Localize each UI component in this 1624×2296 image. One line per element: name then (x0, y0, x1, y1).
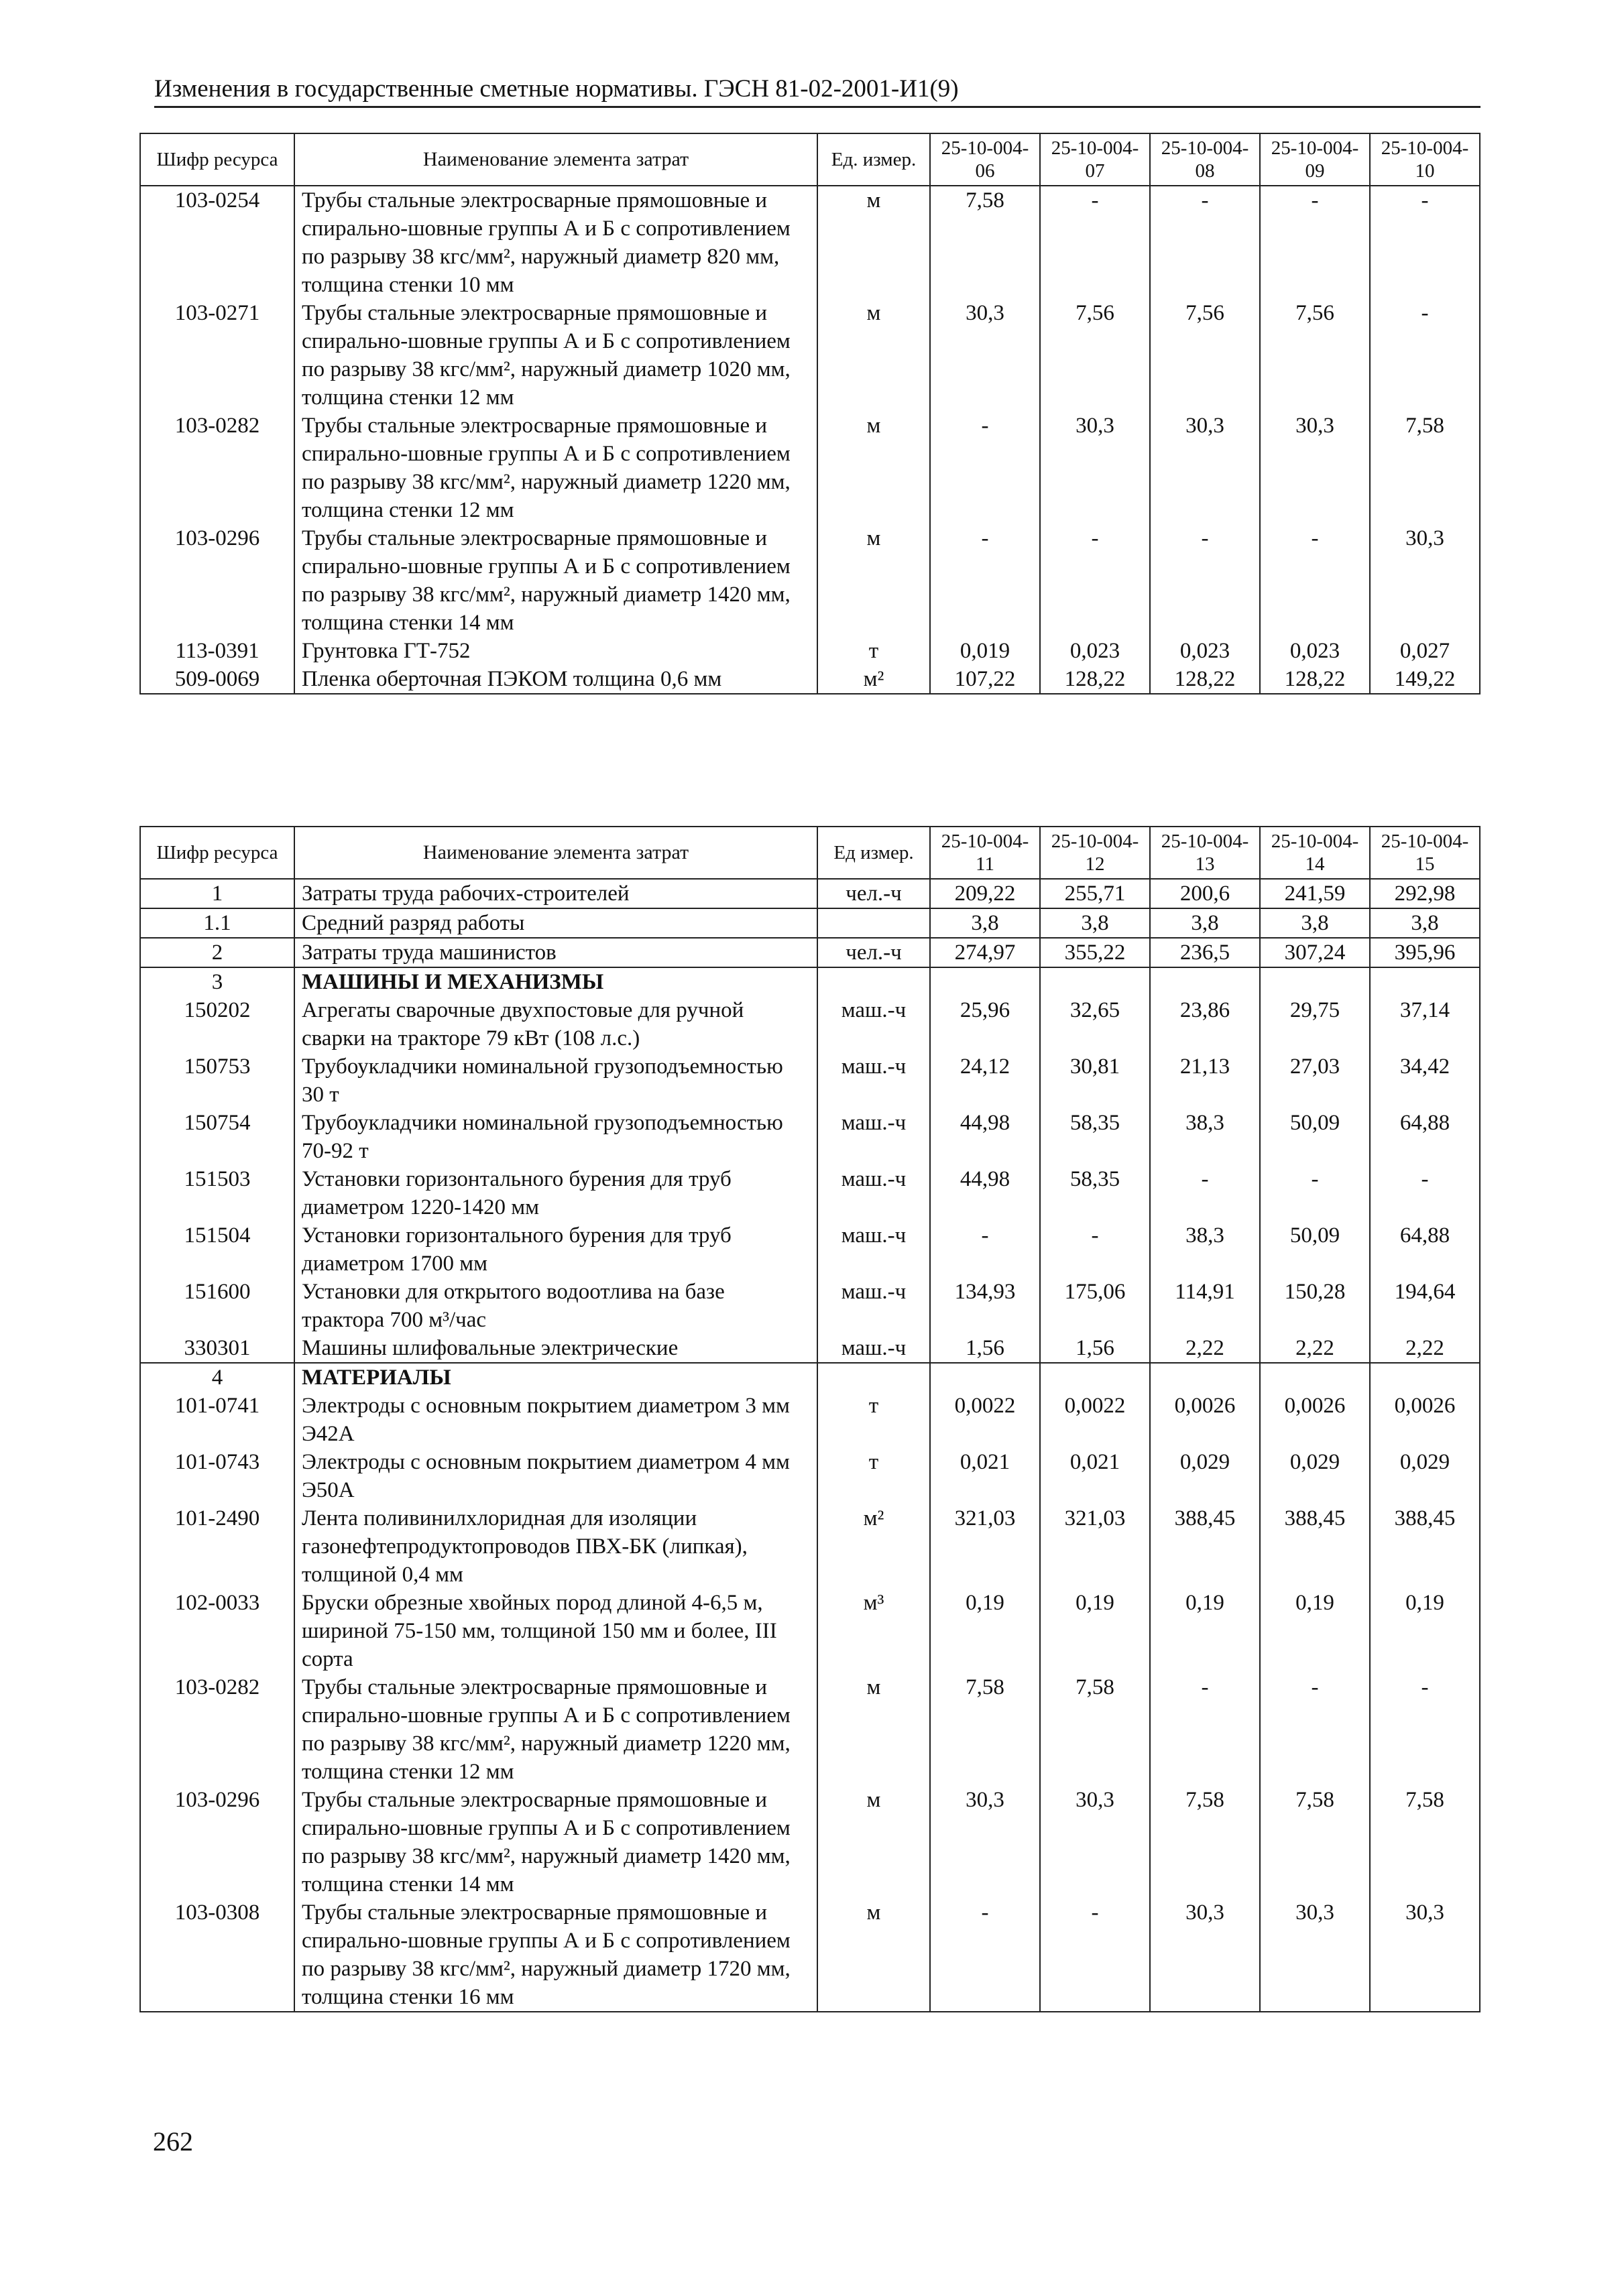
value-cell: 23,86 (1150, 996, 1260, 1052)
code-cell: 101-2490 (140, 1504, 294, 1589)
value-cell: 7,58 (1260, 1786, 1370, 1898)
value-cell: 134,93 (930, 1278, 1040, 1334)
unit-cell: маш.-ч (817, 1334, 930, 1363)
value-cell: 30,3 (1150, 412, 1260, 524)
name-cell: Бруски обрезные хвойных пород длиной 4-6,5 м, шириной 75-150 мм, толщиной 150 мм и более, III сорта (294, 1589, 817, 1673)
resource-table-2 (139, 826, 1481, 2012)
value-cell: 3,8 (1040, 908, 1150, 938)
value-cell: 292,98 (1370, 879, 1480, 908)
name-cell: Трубы стальные электросварные прямошовные и спирально-шовные группы А и Б с сопротивлением по разрыву 38 кгс/мм², наружный диаметр 1420 мм, толщина стенки 14 мм (294, 524, 817, 637)
value-cell: 241,59 (1260, 879, 1370, 908)
value-cell: 3,8 (1370, 908, 1480, 938)
header-col: 25-10-004-11 (930, 827, 1040, 879)
value-cell: 58,35 (1040, 1165, 1150, 1221)
value-cell: 30,3 (1040, 1786, 1150, 1898)
code-cell: 3 (140, 967, 294, 996)
value-cell: 107,22 (930, 665, 1040, 694)
table-row (140, 665, 1480, 694)
header-col: 25-10-004-06 (930, 133, 1040, 186)
value-cell: 0,021 (930, 1448, 1040, 1504)
value-cell (930, 967, 1040, 996)
unit-cell: маш.-ч (817, 1165, 930, 1221)
table-body (140, 186, 1480, 694)
value-cell: 395,96 (1370, 938, 1480, 967)
table-row (140, 1052, 1480, 1109)
value-cell: 44,98 (930, 1165, 1040, 1221)
value-cell: 38,3 (1150, 1221, 1260, 1278)
table-row (140, 1165, 1480, 1221)
unit-cell: м (817, 412, 930, 524)
table-row (140, 996, 1480, 1052)
value-cell: 200,6 (1150, 879, 1260, 908)
value-cell (1370, 967, 1480, 996)
unit-cell: м (817, 1786, 930, 1898)
value-cell: 3,8 (930, 908, 1040, 938)
name-cell: Установки горизонтального бурения для труб диаметром 1700 мм (294, 1221, 817, 1278)
unit-cell: т (817, 1448, 930, 1504)
value-cell: 24,12 (930, 1052, 1040, 1109)
value-cell: 1,56 (930, 1334, 1040, 1363)
table-row (140, 1898, 1480, 2012)
header-col: 25-10-004-08 (1150, 133, 1260, 186)
value-cell: 0,19 (1260, 1589, 1370, 1673)
value-cell: 30,3 (1260, 412, 1370, 524)
header-code: Шифр ресурса (140, 827, 294, 879)
value-cell: 0,0026 (1370, 1392, 1480, 1448)
header-col: 25-10-004-12 (1040, 827, 1150, 879)
header-col: 25-10-004-09 (1260, 133, 1370, 186)
header-code: Шифр ресурса (140, 133, 294, 186)
header-col: 25-10-004-14 (1260, 827, 1370, 879)
value-cell: 128,22 (1260, 665, 1370, 694)
name-cell: Трубы стальные электросварные прямошовные и спирально-шовные группы А и Б с сопротивлением по разрыву 38 кгс/мм², наружный диаметр 1220 мм, толщина стенки 12 мм (294, 412, 817, 524)
value-cell: 355,22 (1040, 938, 1150, 967)
value-cell: - (1150, 1673, 1260, 1786)
value-cell: 0,19 (1040, 1589, 1150, 1673)
value-cell: 175,06 (1040, 1278, 1150, 1334)
value-cell: 388,45 (1150, 1504, 1260, 1589)
name-cell: Трубы стальные электросварные прямошовные и спирально-шовные группы А и Б с сопротивлением по разрыву 38 кгс/мм², наружный диаметр 1220 мм, толщина стенки 12 мм (294, 1673, 817, 1786)
value-cell: 150,28 (1260, 1278, 1370, 1334)
value-cell: 0,029 (1370, 1448, 1480, 1504)
code-cell: 103-0308 (140, 1898, 294, 2012)
table-row (140, 879, 1480, 908)
name-cell: Затраты труда машинистов (294, 938, 817, 967)
name-cell: МАШИНЫ И МЕХАНИЗМЫ (294, 967, 817, 996)
value-cell: 7,56 (1040, 299, 1150, 412)
header-col: 25-10-004-13 (1150, 827, 1260, 879)
code-cell: 113-0391 (140, 637, 294, 665)
value-cell: 388,45 (1370, 1504, 1480, 1589)
value-cell: 114,91 (1150, 1278, 1260, 1334)
value-cell: 7,58 (1150, 1786, 1260, 1898)
code-cell: 103-0254 (140, 186, 294, 299)
value-cell: 64,88 (1370, 1221, 1480, 1278)
value-cell: 0,0022 (930, 1392, 1040, 1448)
unit-cell (817, 908, 930, 938)
code-cell: 150753 (140, 1052, 294, 1109)
value-cell: 30,3 (1370, 1898, 1480, 2012)
resource-table-1 (139, 133, 1481, 694)
code-cell: 150754 (140, 1109, 294, 1165)
header-col: 25-10-004-15 (1370, 827, 1480, 879)
unit-cell: м (817, 299, 930, 412)
table-row (140, 299, 1480, 412)
name-cell: Электроды с основным покрытием диаметром 4 мм Э50А (294, 1448, 817, 1504)
value-cell: 21,13 (1150, 1052, 1260, 1109)
name-cell: Электроды с основным покрытием диаметром 3 мм Э42А (294, 1392, 817, 1448)
value-cell: 37,14 (1370, 996, 1480, 1052)
value-cell: 0,029 (1260, 1448, 1370, 1504)
table-row (140, 1673, 1480, 1786)
table-header-row (140, 133, 1480, 186)
value-cell: 321,03 (1040, 1504, 1150, 1589)
name-cell: Трубоукладчики номинальной грузоподъемностью 30 т (294, 1052, 817, 1109)
value-cell: - (930, 1221, 1040, 1278)
value-cell: 0,027 (1370, 637, 1480, 665)
code-cell: 1 (140, 879, 294, 908)
value-cell: 38,3 (1150, 1109, 1260, 1165)
value-cell (1150, 967, 1260, 996)
value-cell: 58,35 (1040, 1109, 1150, 1165)
value-cell: 7,58 (930, 1673, 1040, 1786)
name-cell: Трубы стальные электросварные прямошовные и спирально-шовные группы А и Б с сопротивлением по разрыву 38 кгс/мм², наружный диаметр 1420 мм, толщина стенки 14 мм (294, 1786, 817, 1898)
table-row (140, 908, 1480, 938)
code-cell: 101-0741 (140, 1392, 294, 1448)
value-cell (930, 1363, 1040, 1392)
code-cell: 103-0282 (140, 1673, 294, 1786)
value-cell: 2,22 (1260, 1334, 1370, 1363)
value-cell: 30,3 (930, 1786, 1040, 1898)
code-cell: 509-0069 (140, 665, 294, 694)
table-row (140, 1221, 1480, 1278)
unit-cell: м (817, 1673, 930, 1786)
value-cell: 50,09 (1260, 1109, 1370, 1165)
table-header-row (140, 827, 1480, 879)
value-cell: 7,58 (930, 186, 1040, 299)
header-unit: Ед измер. (817, 827, 930, 879)
name-cell: МАТЕРИАЛЫ (294, 1363, 817, 1392)
header-name: Наименование элемента затрат (294, 827, 817, 879)
code-cell: 101-0743 (140, 1448, 294, 1504)
name-cell: Грунтовка ГТ-752 (294, 637, 817, 665)
value-cell: 2,22 (1370, 1334, 1480, 1363)
name-cell: Трубы стальные электросварные прямошовные и спирально-шовные группы А и Б с сопротивлением по разрыву 38 кгс/мм², наружный диаметр 1020 мм, толщина стенки 12 мм (294, 299, 817, 412)
value-cell (1260, 1363, 1370, 1392)
value-cell: 0,0022 (1040, 1392, 1150, 1448)
value-cell: 0,19 (1150, 1589, 1260, 1673)
value-cell: 128,22 (1150, 665, 1260, 694)
table-row (140, 524, 1480, 637)
value-cell: - (1260, 186, 1370, 299)
code-cell: 103-0282 (140, 412, 294, 524)
value-cell: 7,56 (1260, 299, 1370, 412)
value-cell: - (930, 1898, 1040, 2012)
code-cell: 1.1 (140, 908, 294, 938)
value-cell: 7,58 (1370, 1786, 1480, 1898)
value-cell (1040, 1363, 1150, 1392)
table-row (140, 967, 1480, 996)
unit-cell: маш.-ч (817, 1109, 930, 1165)
value-cell: - (1040, 186, 1150, 299)
value-cell: - (1370, 186, 1480, 299)
unit-cell: чел.-ч (817, 879, 930, 908)
value-cell: - (1370, 299, 1480, 412)
code-cell: 330301 (140, 1334, 294, 1363)
value-cell: 64,88 (1370, 1109, 1480, 1165)
table-row (140, 186, 1480, 299)
value-cell: - (930, 412, 1040, 524)
name-cell: Затраты труда рабочих-строителей (294, 879, 817, 908)
value-cell: - (1260, 1165, 1370, 1221)
code-cell: 4 (140, 1363, 294, 1392)
name-cell: Пленка оберточная ПЭКОМ толщина 0,6 мм (294, 665, 817, 694)
value-cell: 0,0026 (1260, 1392, 1370, 1448)
value-cell: 30,3 (1260, 1898, 1370, 2012)
value-cell: - (1040, 1898, 1150, 2012)
value-cell: 388,45 (1260, 1504, 1370, 1589)
table-row (140, 1109, 1480, 1165)
value-cell: 30,3 (1040, 412, 1150, 524)
value-cell: - (1040, 524, 1150, 637)
value-cell: 44,98 (930, 1109, 1040, 1165)
value-cell: 0,019 (930, 637, 1040, 665)
value-cell: 25,96 (930, 996, 1040, 1052)
value-cell: - (930, 524, 1040, 637)
unit-cell: м² (817, 1504, 930, 1589)
value-cell: 30,3 (1370, 524, 1480, 637)
value-cell: - (1260, 1673, 1370, 1786)
value-cell: 34,42 (1370, 1052, 1480, 1109)
name-cell: Трубы стальные электросварные прямошовные и спирально-шовные группы А и Б с сопротивлением по разрыву 38 кгс/мм², наружный диаметр 1720 мм, толщина стенки 16 мм (294, 1898, 817, 2012)
unit-cell: маш.-ч (817, 1221, 930, 1278)
table-row (140, 1392, 1480, 1448)
name-cell: Средний разряд работы (294, 908, 817, 938)
value-cell: 7,58 (1040, 1673, 1150, 1786)
unit-cell: чел.-ч (817, 938, 930, 967)
table-row (140, 1363, 1480, 1392)
value-cell (1040, 967, 1150, 996)
unit-cell: маш.-ч (817, 996, 930, 1052)
value-cell: 209,22 (930, 879, 1040, 908)
value-cell: 30,81 (1040, 1052, 1150, 1109)
table-row (140, 412, 1480, 524)
unit-cell: м² (817, 665, 930, 694)
value-cell: 321,03 (930, 1504, 1040, 1589)
value-cell: 149,22 (1370, 665, 1480, 694)
value-cell: 0,021 (1040, 1448, 1150, 1504)
code-cell: 102-0033 (140, 1589, 294, 1673)
unit-cell: м (817, 1898, 930, 2012)
value-cell: 30,3 (1150, 1898, 1260, 2012)
value-cell (1260, 967, 1370, 996)
value-cell: - (1150, 1165, 1260, 1221)
header-name: Наименование элемента затрат (294, 133, 817, 186)
value-cell: 3,8 (1260, 908, 1370, 938)
value-cell: 2,22 (1150, 1334, 1260, 1363)
value-cell: - (1370, 1673, 1480, 1786)
table-row (140, 938, 1480, 967)
value-cell: 0,023 (1040, 637, 1150, 665)
value-cell: 307,24 (1260, 938, 1370, 967)
table-row (140, 1334, 1480, 1363)
value-cell: 0,023 (1260, 637, 1370, 665)
name-cell: Установки для открытого водоотлива на базе трактора 700 м³/час (294, 1278, 817, 1334)
unit-cell: м³ (817, 1589, 930, 1673)
table-row (140, 1786, 1480, 1898)
table-row (140, 637, 1480, 665)
value-cell: 50,09 (1260, 1221, 1370, 1278)
value-cell: 274,97 (930, 938, 1040, 967)
value-cell: 7,58 (1370, 412, 1480, 524)
name-cell: Лента поливинилхлоридная для изоляции газонефтепродуктопроводов ПВХ-БК (липкая), толщиной 0,4 мм (294, 1504, 817, 1589)
unit-cell: т (817, 637, 930, 665)
code-cell: 103-0271 (140, 299, 294, 412)
name-cell: Агрегаты сварочные двухпостовые для ручной сварки на тракторе 79 кВт (108 л.с.) (294, 996, 817, 1052)
value-cell (1370, 1363, 1480, 1392)
value-cell: 30,3 (930, 299, 1040, 412)
value-cell: 7,56 (1150, 299, 1260, 412)
value-cell: 32,65 (1040, 996, 1150, 1052)
name-cell: Машины шлифовальные электрические (294, 1334, 817, 1363)
table-row (140, 1448, 1480, 1504)
page-header-title: Изменения в государственные сметные нормативы. ГЭСН 81-02-2001-И1(9) (154, 74, 1481, 108)
value-cell: 3,8 (1150, 908, 1260, 938)
unit-cell (817, 967, 930, 996)
value-cell: 255,71 (1040, 879, 1150, 908)
value-cell: - (1150, 524, 1260, 637)
table-row (140, 1504, 1480, 1589)
value-cell: 0,19 (930, 1589, 1040, 1673)
code-cell: 150202 (140, 996, 294, 1052)
value-cell: 0,023 (1150, 637, 1260, 665)
unit-cell: маш.-ч (817, 1052, 930, 1109)
unit-cell (817, 1363, 930, 1392)
value-cell: - (1150, 186, 1260, 299)
unit-cell: т (817, 1392, 930, 1448)
code-cell: 151503 (140, 1165, 294, 1221)
value-cell: - (1260, 524, 1370, 637)
value-cell (1150, 1363, 1260, 1392)
header-col: 25-10-004-07 (1040, 133, 1150, 186)
value-cell: 27,03 (1260, 1052, 1370, 1109)
name-cell: Трубоукладчики номинальной грузоподъемностью 70-92 т (294, 1109, 817, 1165)
page-number: 262 (153, 2126, 193, 2157)
value-cell: 29,75 (1260, 996, 1370, 1052)
code-cell: 2 (140, 938, 294, 967)
value-cell: - (1040, 1221, 1150, 1278)
code-cell: 103-0296 (140, 524, 294, 637)
table-row (140, 1278, 1480, 1334)
unit-cell: маш.-ч (817, 1278, 930, 1334)
code-cell: 103-0296 (140, 1786, 294, 1898)
value-cell: 0,19 (1370, 1589, 1480, 1673)
value-cell: - (1370, 1165, 1480, 1221)
name-cell: Трубы стальные электросварные прямошовные и спирально-шовные группы А и Б с сопротивлением по разрыву 38 кгс/мм², наружный диаметр 820 мм, толщина стенки 10 мм (294, 186, 817, 299)
unit-cell: м (817, 186, 930, 299)
value-cell: 128,22 (1040, 665, 1150, 694)
code-cell: 151504 (140, 1221, 294, 1278)
code-cell: 151600 (140, 1278, 294, 1334)
table-row (140, 1589, 1480, 1673)
value-cell: 0,0026 (1150, 1392, 1260, 1448)
header-col: 25-10-004-10 (1370, 133, 1480, 186)
value-cell: 1,56 (1040, 1334, 1150, 1363)
name-cell: Установки горизонтального бурения для труб диаметром 1220-1420 мм (294, 1165, 817, 1221)
value-cell: 236,5 (1150, 938, 1260, 967)
value-cell: 194,64 (1370, 1278, 1480, 1334)
table-body (140, 879, 1480, 2012)
value-cell: 0,029 (1150, 1448, 1260, 1504)
unit-cell: м (817, 524, 930, 637)
header-unit: Ед. измер. (817, 133, 930, 186)
